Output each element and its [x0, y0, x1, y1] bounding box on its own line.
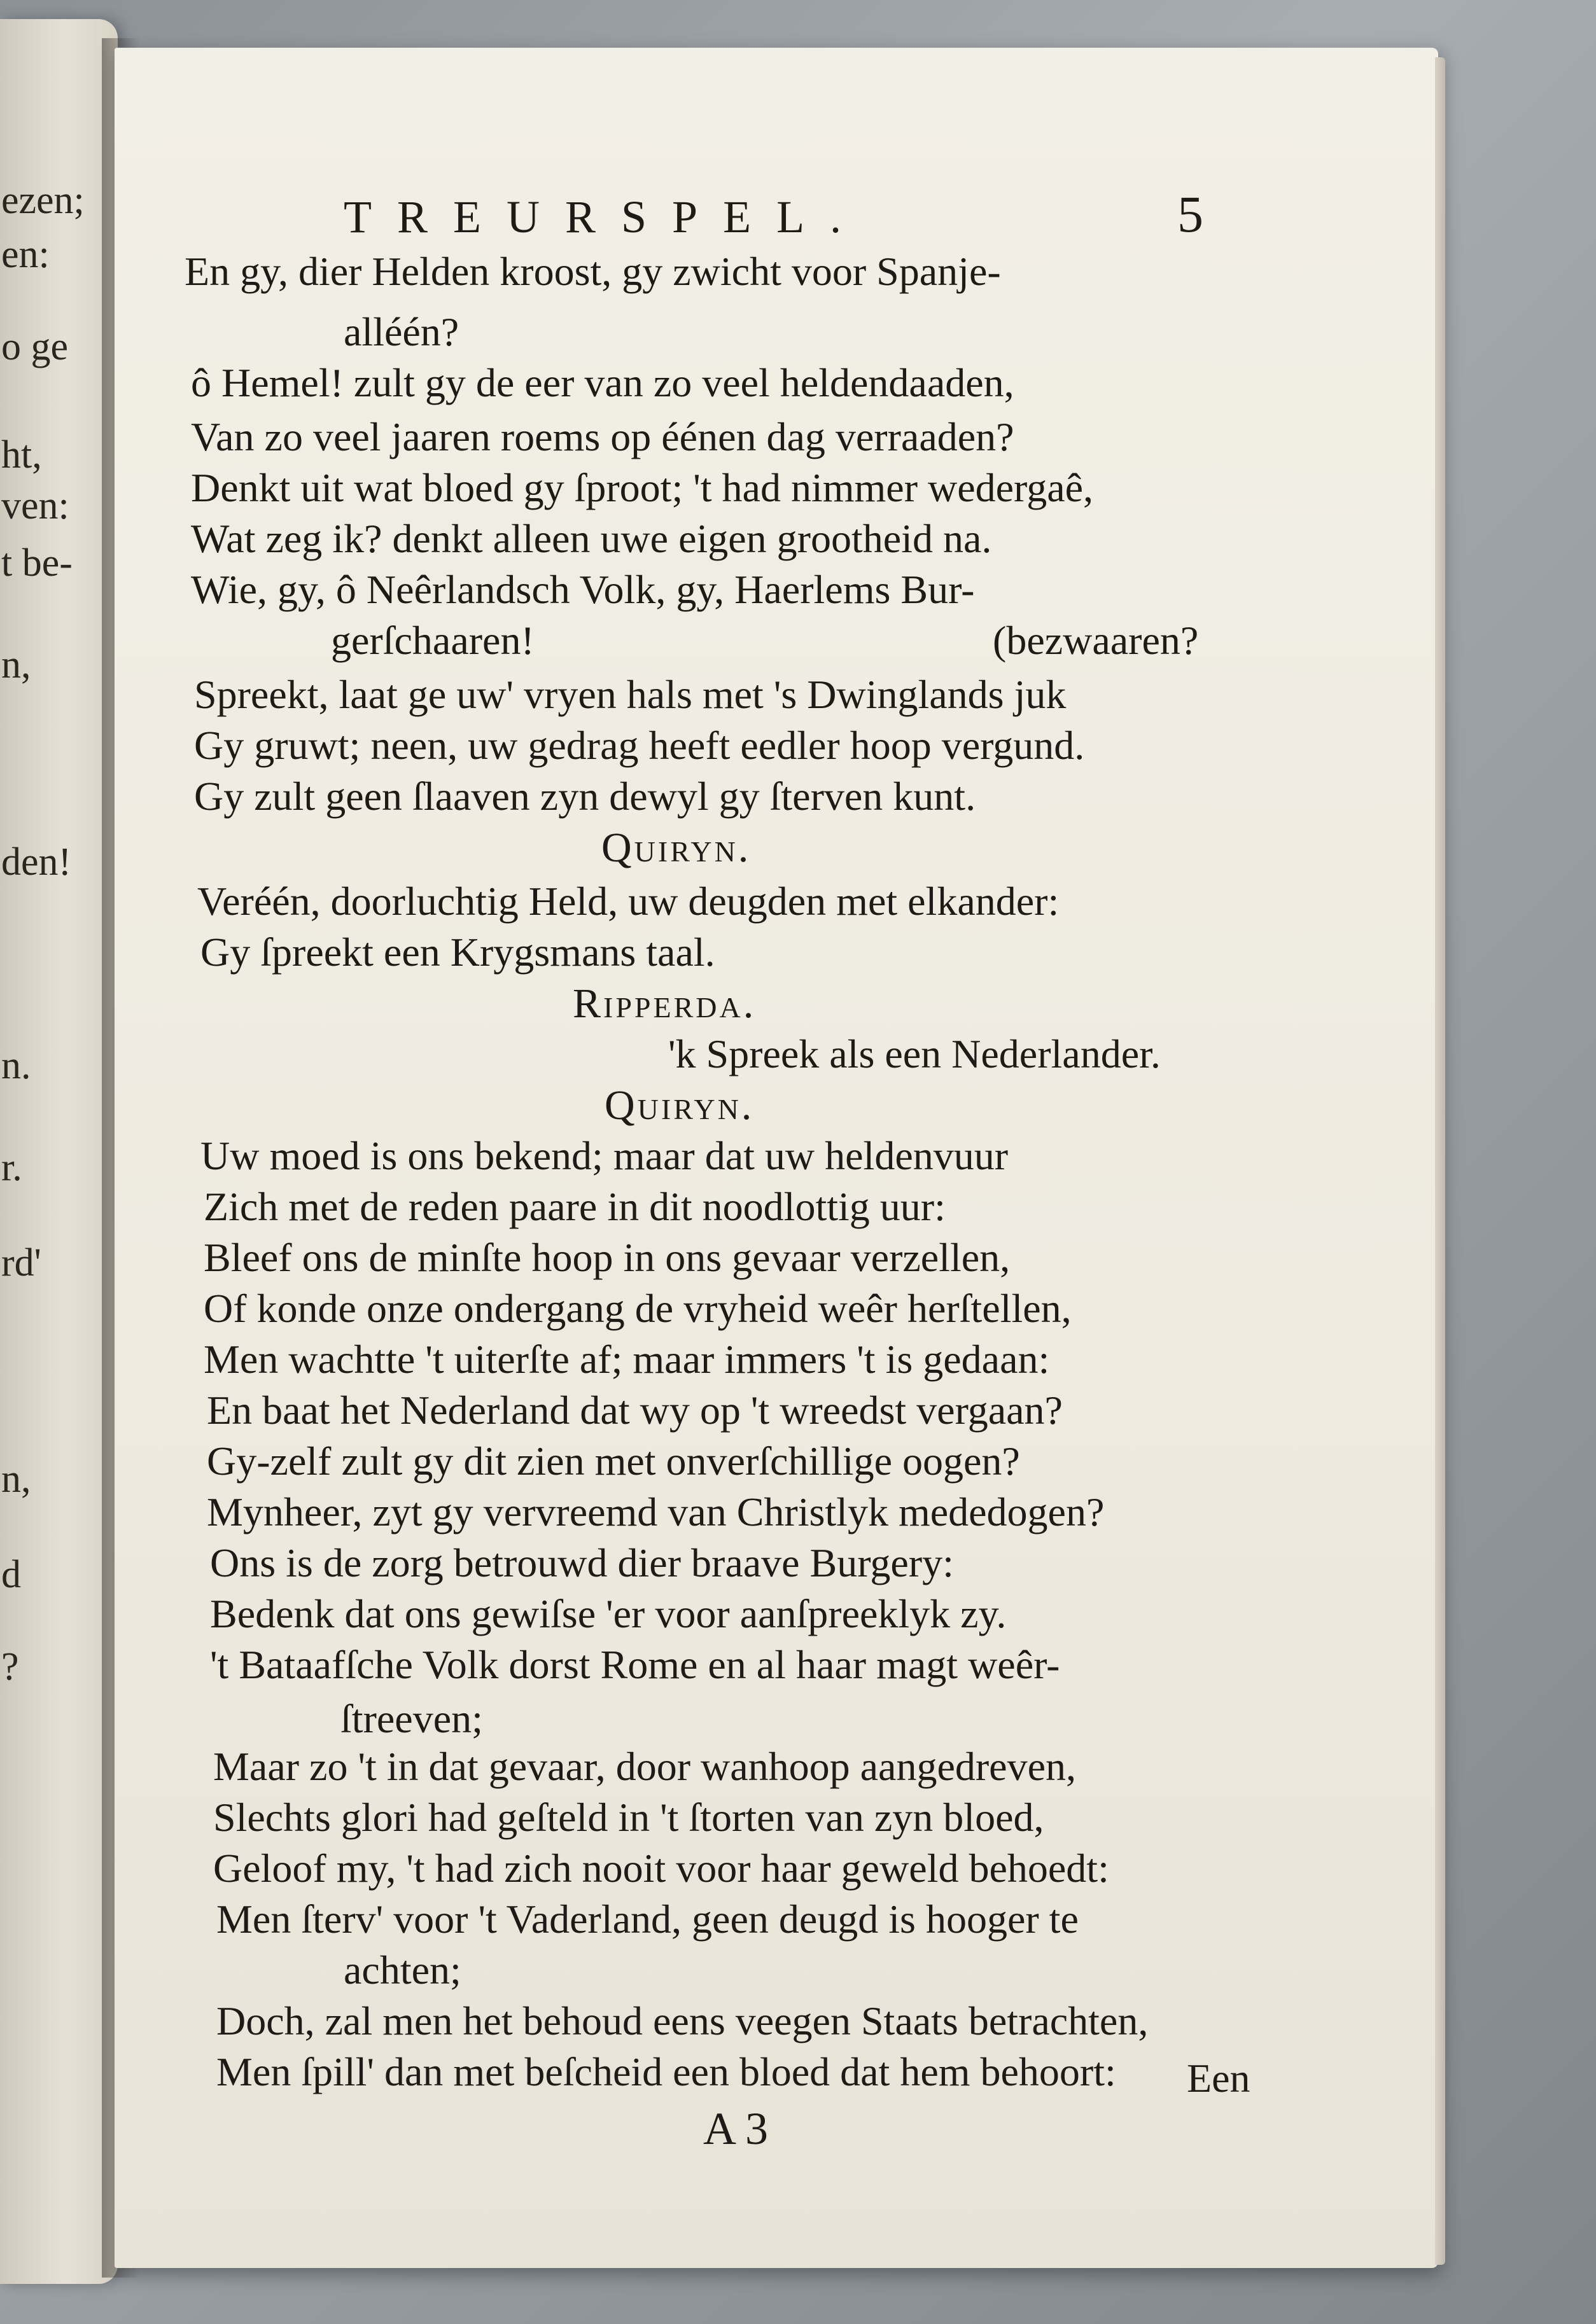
- verse-line: Gy ſpreekt een Krygsmans taal.: [200, 929, 715, 975]
- speaker-name: Ripperda.: [573, 980, 757, 1027]
- verse-line: Denkt uit wat bloed gy ſproot; 't had nimmer wedergaê,: [191, 465, 1093, 510]
- page-edge: [1435, 57, 1445, 2265]
- speaker-name: Quiryn.: [605, 1082, 755, 1129]
- verse-line: Gy zult geen ſlaaven zyn dewyl gy ſterven kunt.: [194, 774, 976, 819]
- verse-line: alléén?: [344, 309, 459, 354]
- speaker-name: Quiryn.: [601, 825, 752, 871]
- left-page-fragment: den!: [1, 840, 72, 884]
- verse-line: ô Hemel! zult gy de eer van zo veel heldendaaden,: [191, 360, 1014, 405]
- verse-line: Maar zo 't in dat gevaar, door wanhoop aangedreven,: [213, 1744, 1076, 1789]
- verse-line: Spreekt, laat ge uw' vryen hals met 's Dwinglands juk: [194, 672, 1067, 717]
- left-page-fragment: r.: [1, 1146, 22, 1189]
- left-page-fragment: n.: [1, 1044, 31, 1087]
- verse-line: Slechts glori had geſteld in 't ſtorten van zyn bloed,: [213, 1795, 1044, 1840]
- verse-line: Mynheer, zyt gy vervreemd van Christlyk mededogen?: [207, 1489, 1105, 1534]
- verse-line: Men ſterv' voor 't Vaderland, geen deugd is hooger te: [216, 1896, 1079, 1942]
- left-page-fragment: ezen;: [1, 179, 85, 222]
- catchword: Een: [1187, 2056, 1250, 2101]
- verse-line: Van zo veel jaaren roems op éénen dag verraaden?: [191, 414, 1014, 459]
- left-page-fragment: t be-: [1, 541, 73, 585]
- verse-line: Ons is de zorg betrouwd dier braave Burgery:: [210, 1540, 954, 1585]
- verse-line: Veréén, doorluchtig Held, uw deugden met elkander:: [197, 879, 1060, 924]
- verse-line: Of konde onze ondergang de vryheid weêr herſtellen,: [204, 1286, 1072, 1331]
- verse-line: En gy, dier Helden kroost, gy zwicht voor Spanje-: [185, 249, 1001, 294]
- verse-line: Men ſpill' dan met beſcheid een bloed dat hem behoort:: [216, 2049, 1116, 2094]
- running-header: TREURSPEL.: [344, 191, 867, 242]
- verse-line: Uw moed is ons bekend; maar dat uw heldenvuur: [200, 1133, 1009, 1178]
- verse-line: 'k Spreek als een Nederlander.: [668, 1031, 1161, 1076]
- verse-line: Zich met de reden paare in dit noodlottig uur:: [204, 1184, 946, 1229]
- signature-mark: A 3: [703, 2103, 769, 2154]
- left-page-fragment: ?: [1, 1645, 19, 1688]
- verse-line: achten;: [344, 1947, 461, 1993]
- verse-line: Bleef ons de minſte hoop in ons gevaar verzellen,: [204, 1235, 1011, 1280]
- verse-line: Wat zeg ik? denkt alleen uwe eigen grootheid na.: [191, 516, 992, 561]
- previous-page: [0, 19, 118, 2284]
- left-page-fragment: rd': [1, 1241, 41, 1284]
- left-page-fragment: en:: [1, 233, 50, 276]
- verse-line: gerſchaaren!: [331, 618, 535, 663]
- verse-line: En baat het Nederland dat wy op 't wreedst vergaan?: [207, 1388, 1063, 1433]
- verse-line: ſtreeven;: [340, 1696, 483, 1741]
- left-page-fragment: d: [1, 1553, 21, 1596]
- verse-line: Gy-zelf zult gy dit zien met onverſchillige oogen?: [207, 1438, 1020, 1484]
- left-page-fragment: n,: [1, 643, 31, 686]
- verse-line: Geloof my, 't had zich nooit voor haar geweld behoedt:: [213, 1846, 1109, 1891]
- left-page-fragment: o ge: [1, 325, 69, 368]
- verse-line: Gy gruwt; neen, uw gedrag heeft eedler hoop vergund.: [194, 723, 1085, 768]
- verse-line: Wie, gy, ô Neêrlandsch Volk, gy, Haerlems Bur-: [191, 567, 975, 612]
- page-number: 5: [1177, 185, 1203, 243]
- verse-line: 't Bataafſche Volk dorst Rome en al haar magt weêr-: [210, 1642, 1060, 1687]
- left-page-fragment: ven:: [1, 484, 69, 527]
- left-page-fragment: n,: [1, 1458, 31, 1501]
- left-page-fragment: ht,: [1, 433, 42, 477]
- verse-line: Bedenk dat ons gewiſse 'er voor aanſpreeklyk zy.: [210, 1591, 1007, 1636]
- verse-line: Men wachtte 't uiterſte af; maar immers 't is gedaan:: [204, 1337, 1050, 1382]
- verse-line: Doch, zal men het behoud eens veegen Staats betrachten,: [216, 1998, 1149, 2043]
- verse-line: (bezwaaren?: [993, 618, 1199, 663]
